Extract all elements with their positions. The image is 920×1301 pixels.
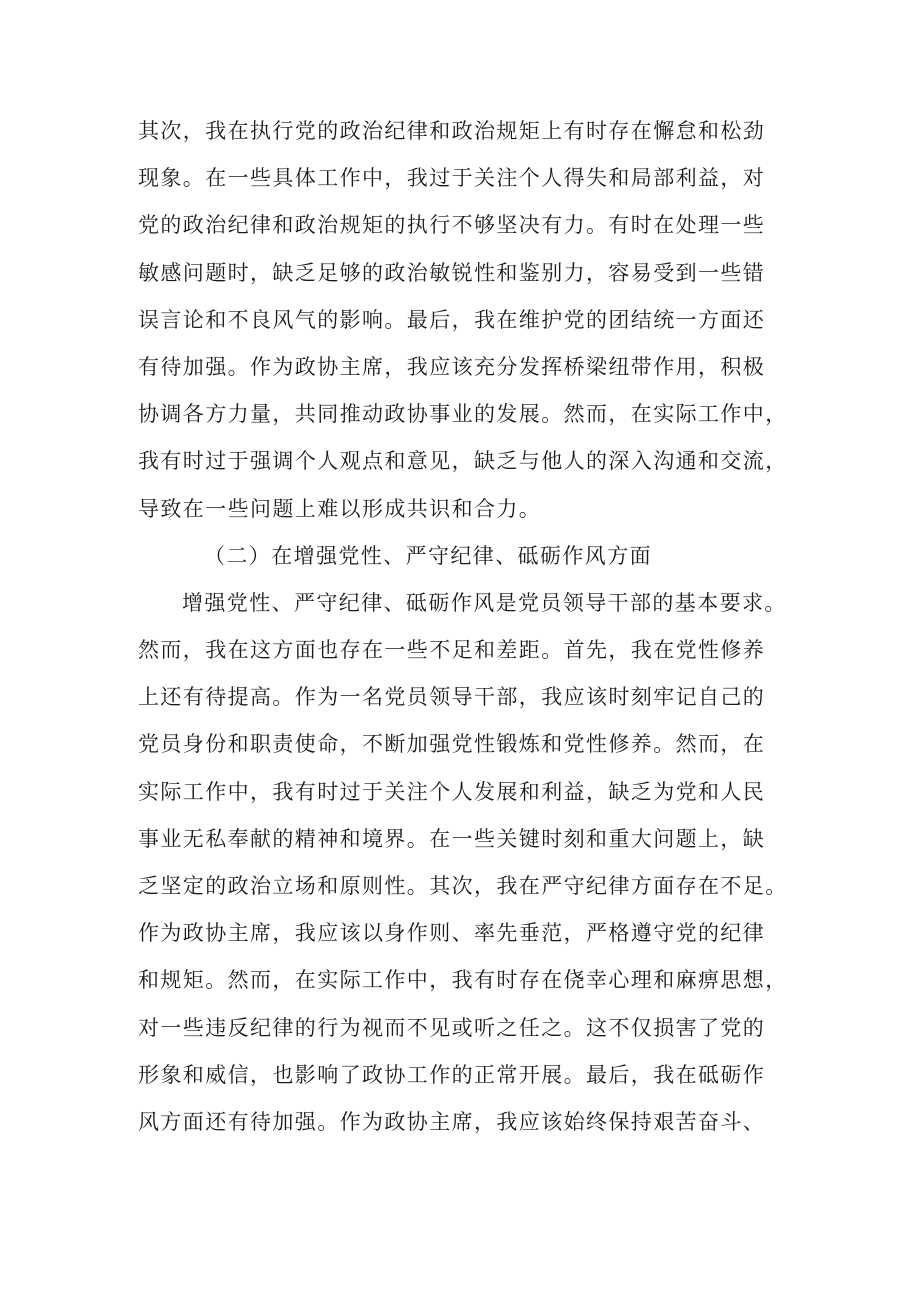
section-heading: （二）在增强党性、严守纪律、砥砺作风方面 (204, 543, 652, 568)
text-line: 和规矩。然而，在实际工作中，我有时存在侥幸心理和麻痹思想， (138, 968, 788, 993)
paragraph-1 (138, 108, 806, 533)
text-line: 实际工作中，我有时过于关注个人发展和利益，缺乏为党和人民 (138, 779, 766, 804)
text-line: 其次，我在执行党的政治纪律和政治规矩上有时存在懈怠和松劲 (138, 119, 766, 143)
text-line: 风方面还有待加强。作为政协主席，我应该始终保持艰苦奋斗、 (138, 1109, 766, 1134)
text-line: 我有时过于强调个人观点和意见，缺乏与他人的深入沟通和交流， (138, 449, 788, 474)
document-body (138, 108, 806, 1146)
text-line: 作为政协主席，我应该以身作则、率先垂范，严格遵守党的纪律 (138, 921, 766, 946)
text-line: 乏坚定的政治立场和原则性。其次，我在严守纪律方面存在不足。 (138, 874, 788, 898)
paragraph-2 (138, 580, 806, 1146)
text-line: 事业无私奉献的精神和境界。在一些关键时刻和重大问题上，缺 (138, 826, 766, 851)
text-line: 误言论和不良风气的影响。最后，我在维护党的团结统一方面还 (138, 307, 766, 332)
text-line: 现象。在一些具体工作中，我过于关注个人得失和局部利益，对 (138, 166, 766, 191)
text-line: 形象和威信，也影响了政协工作的正常开展。最后，我在砥砺作 (138, 1062, 766, 1087)
text-line: 增强党性、严守纪律、砥砺作风是党员领导干部的基本要求。 (182, 590, 787, 615)
text-line: 党员身份和职责使命，不断加强党性锻炼和党性修养。然而，在 (138, 732, 766, 757)
text-line: 上还有待提高。作为一名党员领导干部，我应该时刻牢记自己的 (138, 685, 766, 710)
text-line: 对一些违反纪律的行为视而不见或听之任之。这不仅损害了党的 (138, 1015, 766, 1040)
text-line: 协调各方力量，共同推动政协事业的发展。然而，在实际工作中， (138, 402, 788, 427)
text-line: 党的政治纪律和政治规矩的执行不够坚决有力。有时在处理一些 (138, 213, 766, 238)
text-line: 然而，我在这方面也存在一些不足和差距。首先，我在党性修养 (138, 638, 766, 663)
text-line: 导致在一些问题上难以形成共识和合力。 (138, 496, 542, 521)
text-line: 有待加强。作为政协主席，我应该充分发挥桥梁纽带作用，积极 (138, 354, 766, 379)
text-line: 敏感问题时，缺乏足够的政治敏锐性和鉴别力，容易受到一些错 (138, 260, 766, 285)
